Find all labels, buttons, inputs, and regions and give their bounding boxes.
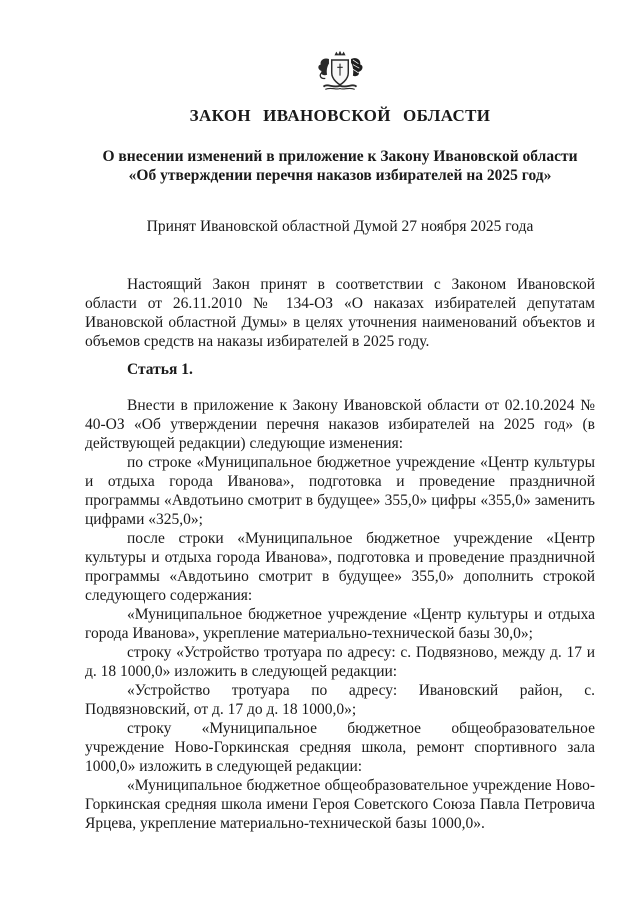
document-title: ЗАКОН ИВАНОВСКОЙ ОБЛАСТИ [189,106,491,125]
article-1-heading: Статья 1. [127,361,193,378]
article-1-paragraph: по строке «Муниципальное бюджетное учреждение «Центр культуры и отдыха города Иванова», подготовка и проведение праздничной программы «Авдотьино смотрит в будущее» 355,0» цифры «355,0» заменить цифрами «325,0»; [85,454,595,528]
article-1-paragraph: «Муниципальное бюджетное учреждение «Центр культуры и отдыха города Иванова», укрепление материально-технической базы 30,0»; [85,606,595,642]
article-1-paragraph: «Муниципальное бюджетное общеобразовательное учреждение Ново-Горкинская средняя школа имени Героя Советского Союза Павла Петровича Ярцева, укрепление материально-технической базы 1000,0». [85,777,595,832]
subtitle-line-2: «Об утверждении перечня наказов избирателей на 2025 год» [128,167,552,184]
emblem-container [85,48,595,96]
article-1-paragraph: Внести в приложение к Закону Ивановской области от 02.10.2024 № 40-ОЗ «Об утверждении перечня наказов избирателей на 2025 год» (в действующей редакции) следующие изменения: [85,397,595,452]
article-1-paragraph: строку «Устройство тротуара по адресу: с. Подвязново, между д. 17 и д. 18 1000,0» изложить в следующей редакции: [85,644,595,680]
article-1-paragraph: «Устройство тротуара по адресу: Ивановский район, с. Подвязновский, от д. 17 до д. 18 1000,0»; [85,682,595,718]
ivanovo-oblast-coat-of-arms-icon [312,48,368,94]
adoption-statement: Принят Ивановской областной Думой 27 ноября 2025 года [146,218,534,235]
document-body [85,275,595,833]
article-1-paragraph: после строки «Муниципальное бюджетное учреждение «Центр культуры и отдыха города Иванова», подготовка и проведение праздничной программы «Авдотьино смотрит в будущее» 355,0» дополнить строкой следующего содержания: [85,530,595,604]
intro-paragraph: Настоящий Закон принят в соответствии с Законом Ивановской области от 26.11.2010 № 134-ОЗ «О наказах избирателей депутатам Ивановской областной Думы» в целях уточнения наименований объектов и объемов средств на наказы избирателей в 2025 году. [85,276,595,350]
subtitle-line-1: О внесении изменений в приложение к Закону Ивановской области [102,148,578,165]
document-subtitle [85,147,595,185]
article-1-paragraph: строку «Муниципальное бюджетное общеобразовательное учреждение Ново-Горкинская средняя школа, ремонт спортивного зала 1000,0» изложить в следующей редакции: [85,720,595,775]
